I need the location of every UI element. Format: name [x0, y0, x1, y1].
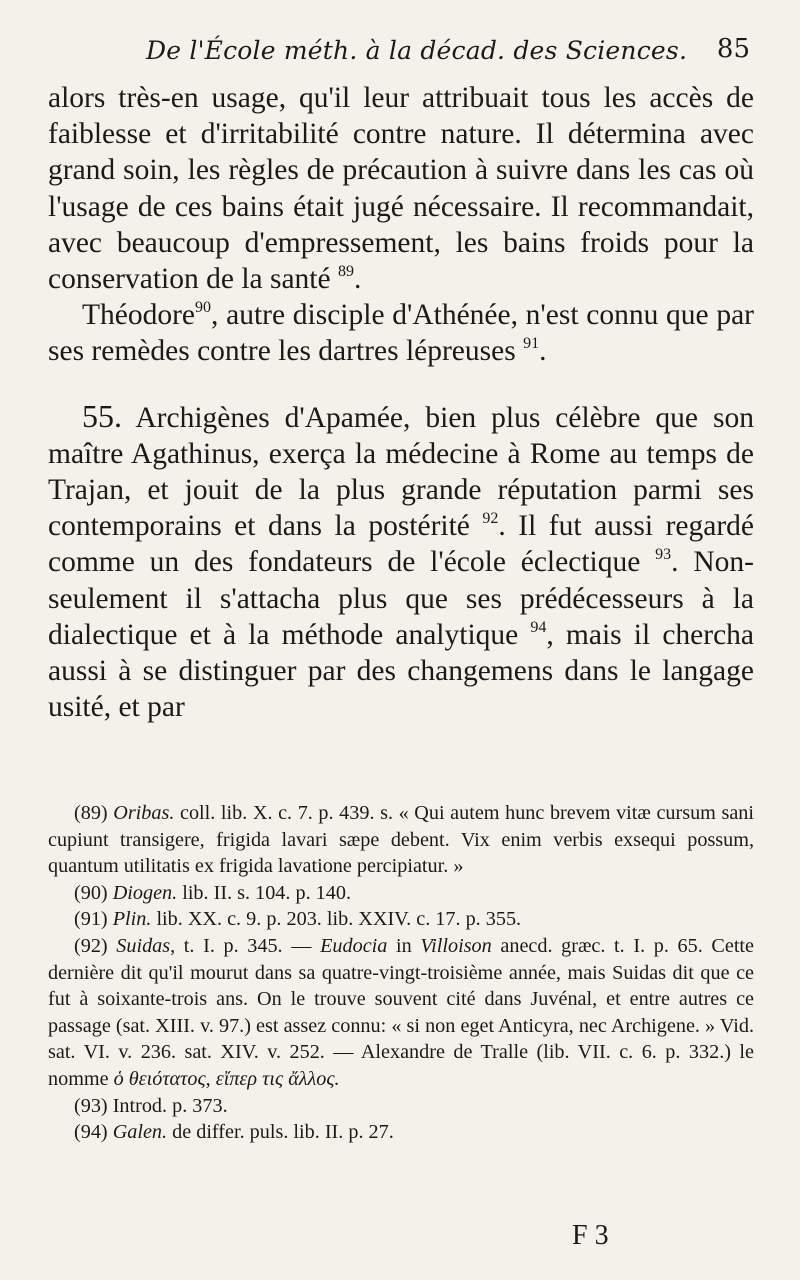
page-number: 85: [716, 34, 750, 64]
running-title: De l'École méth. à la décad. des Sciences.: [146, 36, 688, 65]
footnote-ref: 89: [337, 263, 354, 281]
footnote-90: (90) Diogen. lib. II. s. 104. p. 140.: [74, 881, 352, 904]
footnote-ref: 90: [195, 299, 212, 317]
footnote-91: (91) Plin. lib. XX. c. 9. p. 203. lib. XXIV. c. 17. p. 355.: [74, 908, 522, 931]
greek-quote: ὁ θειότατος, εἴπερ τις ἄλλος.: [113, 1067, 340, 1090]
paragraph-1: alors très-en usage, qu'il leur attribuait tous les accès de faiblesse et d'irritabilité contre nature. Il détermina avec grand soin, les règles de précaution à suivre dans les cas où l'usage de ces bains était jugé nécessaire. Il recommandait, avec beaucoup d'empressement, les bains froids pour la conservation de la santé $^{89}$.: [48, 82, 754, 296]
paragraph-text: alors très-en usage, qu'il leur attribuait tous les accès de faiblesse et d'irritabilité contre nature. Il détermina avec grand soin, les règles de précaution à suivre dans les cas où l'usage de ces bains était jugé nécessaire. Il recommandait, avec beaucoup d'empressement, les bains froids pour la conservation de la santé: [48, 82, 754, 296]
footnote-ref: 93: [655, 546, 672, 564]
footnote-89: (89) Oribas. coll. lib. X. c. 7. p. 439. s. « Qui autem hunc brevem vitæ cursum sani cupiunt transigere, frigida lavari sæpe debent. Vix enim verbis exsequi possum, quantum utilitatis ex frigida lavatione percipiatur. »: [48, 802, 754, 878]
footnote-ref: 92: [482, 510, 499, 528]
footnote-94: (94) Galen. de differ. puls. lib. II. p. 27.: [74, 1121, 394, 1144]
footnote-92: (92) Suidas, t. I. p. 345. — Eudocia in Villoison anecd. græc. t. I. p. 65. Cette dernière dit qu'il mourut dans sa quatre-vingt-troisième année, mais Suidas dit que ce fut à soixante-trois ans. On le trouve souvent cité dans Juvénal, et entre autres ce passage (sat. XIII. v. 97.) est assez connu: « si non eget Anticyra, nec Archigene. » Vid. sat. VI. v. 236. sat. XIV. v. 252. — Alexandre de Tralle (lib. VII. c. 6. p. 332.) le nomme ὁ θειότατος, εἴπερ τις ἄλλος.: [48, 934, 755, 1090]
paragraph-2: Théodore$^{90}$, autre disciple d'Athénée, n'est connu que par ses remèdes contre les dartres lépreuses $^{91}$.: [48, 299, 754, 368]
footnote-ref: 94: [530, 618, 547, 636]
main-text: [48, 80, 754, 725]
page-header: [48, 34, 752, 74]
signature-mark: F 3: [572, 1220, 609, 1251]
paragraph-section-55: 55. Archigènes d'Apamée, bien plus célèbre que son maître Agathinus, exerça la médecine à Rome au temps de Trajan, et jouit de la plus grande réputation parmi ses contemporains et dans la postérité $^{92}$. Il fut aussi regardé comme un des fondateurs de l'école éclectique $^{93}$. Non-seulement il s'attacha plus que ses prédécesseurs à la dialectique et à la méthode analytique $^{94}$, mais il chercha aussi à se distinguer par des changemens dans le langage usité, et par: [48, 397, 755, 724]
footnotes: [48, 800, 754, 1146]
section-number: 55.: [82, 397, 122, 434]
footnote-93: (93) Introd. p. 373.: [74, 1094, 228, 1117]
footnote-ref: 91: [523, 335, 540, 353]
